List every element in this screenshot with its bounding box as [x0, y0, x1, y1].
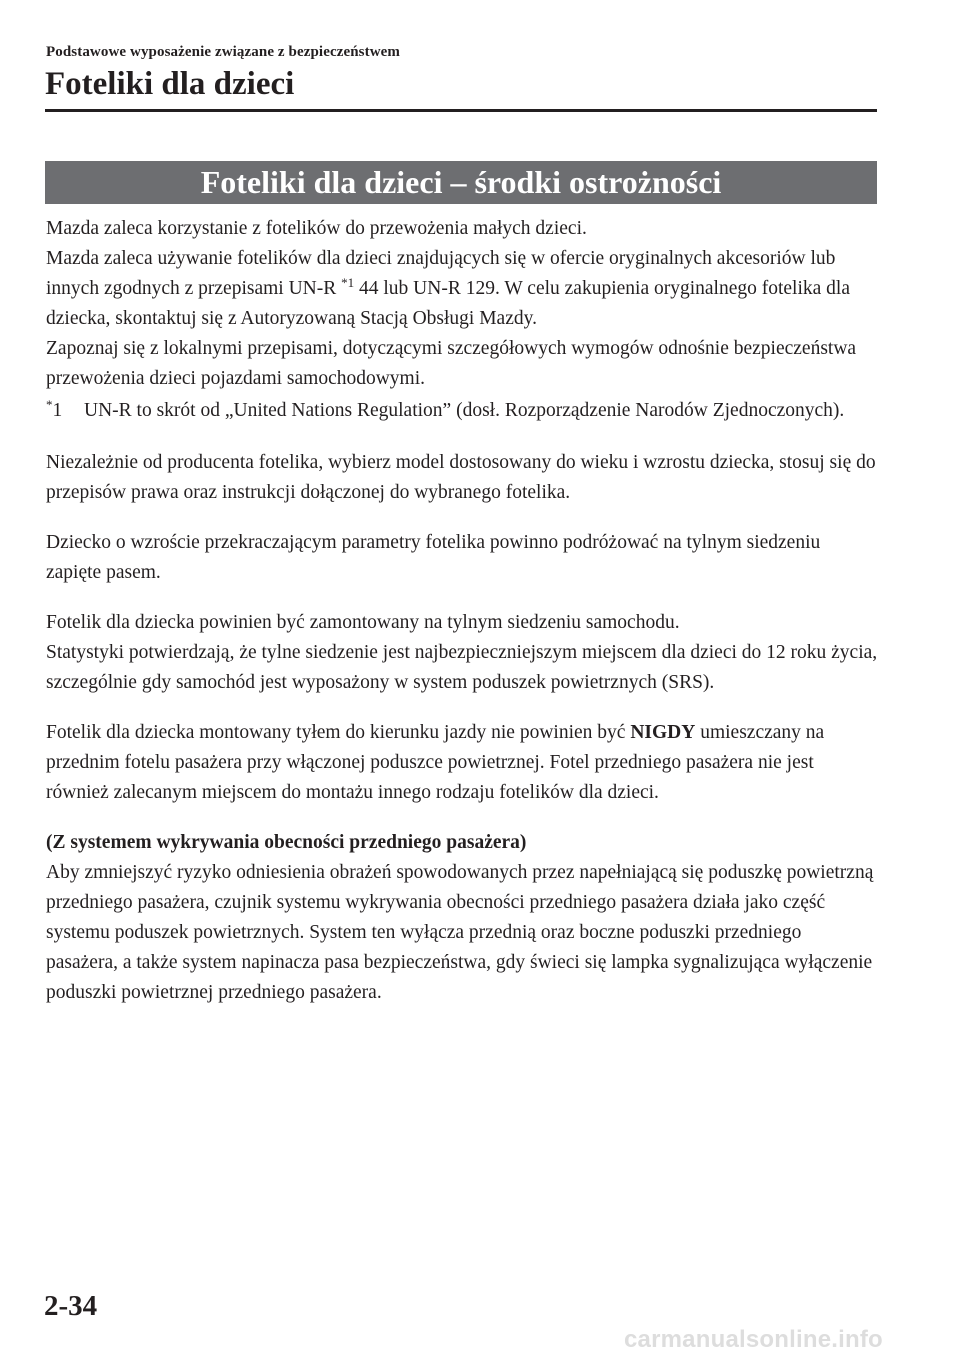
paragraph-recommendation: Mazda zaleca korzystanie z fotelików do przewożenia małych dzieci.: [46, 218, 587, 239]
footnote-reference: *1: [341, 275, 355, 290]
paragraph-rear-facing-warning: Fotelik dla dziecka montowany tyłem do kierunku jazdy nie powinien być NIGDY umieszczany na przednim fotelu pasażera przy włączonej poduszce powietrznej. Fotel przedniego pasażera nie jest również zalecanym miejscem do montażu innego rodzaju fotelików dla dzieci.: [46, 722, 825, 803]
footnote: [46, 396, 878, 426]
footnote-text: UN-R to skrót od „United Nations Regulation” (dosł. Rozporządzenie Narodów Zjednoczonych).: [84, 400, 845, 421]
paragraph-local-regulations: Zapoznaj się z lokalnymi przepisami, dotyczącymi szczegółowych wymogów odnośnie bezpieczeństwa przewożenia dzieci pojazdami samochodowymi.: [46, 338, 857, 389]
page-number: 2-34: [44, 1290, 98, 1322]
paragraph-occupant-detection: Aby zmniejszyć ryzyko odniesienia obrażeń spowodowanych przez napełniającą się poduszkę powietrzną przedniego pasażera, czujnik systemu wykrywania obecności przedniego pasażera działa jako część systemu poduszek powietrznych. System ten wyłącza przednią oraz boczne poduszki przedniego pasażera, a także system napinacza pasa bezpieczeństwa, gdy świeci się lampka sygnalizująca wyłączenie poduszki powietrznej przedniego pasażera.: [46, 862, 874, 1003]
paragraph-accessories: Mazda zaleca używanie fotelików dla dzieci znajdujących się w ofercie oryginalnych akcesoriów lub innych zgodnych z przepisami UN-R $^{*1}$ 44 lub UN-R 129. W celu zakupienia oryginalnego fotelika dla dziecka, skontaktuj się z Autoryzowaną Stacją Obsługi Mazdy.: [46, 248, 851, 329]
watermark-logo: carmanualsonline.info: [624, 1326, 883, 1353]
breadcrumb: Podstawowe wyposażenie związane z bezpieczeństwem: [46, 44, 400, 60]
document-body: [46, 214, 878, 1008]
paragraph-choose-seat: Niezależnie od producenta fotelika, wybierz model dostosowany do wieku i wzrostu dziecka, stosuj się do przepisów prawa oraz instrukcji dołączonej do wybranego fotelika.: [46, 452, 876, 503]
page-title: Foteliki dla dzieci: [45, 66, 295, 102]
footnote-marker: *1: [46, 397, 63, 421]
section-heading: Foteliki dla dzieci – środki ostrożności: [45, 161, 877, 204]
emphasis-never: NIGDY: [630, 722, 696, 743]
paragraph-child-height: Dziecko o wzroście przekraczającym parametry fotelika powinno podróżować na tylnym siedzeniu zapięte pasem.: [46, 532, 821, 583]
paragraph-statistics: Statystyki potwierdzają, że tylne siedzenie jest najbezpieczniejszym miejscem dla dzieci do 12 roku życia, szczególnie gdy samochód jest wyposażony w system poduszek powietrznych (SRS).: [46, 642, 878, 693]
paragraph-rear-seat: Fotelik dla dziecka powinien być zamontowany na tylnym siedzeniu samochodu.: [46, 612, 680, 633]
subheading-occupant-detection: (Z systemem wykrywania obecności przedniego pasażera): [46, 832, 527, 853]
title-divider: [45, 109, 877, 112]
